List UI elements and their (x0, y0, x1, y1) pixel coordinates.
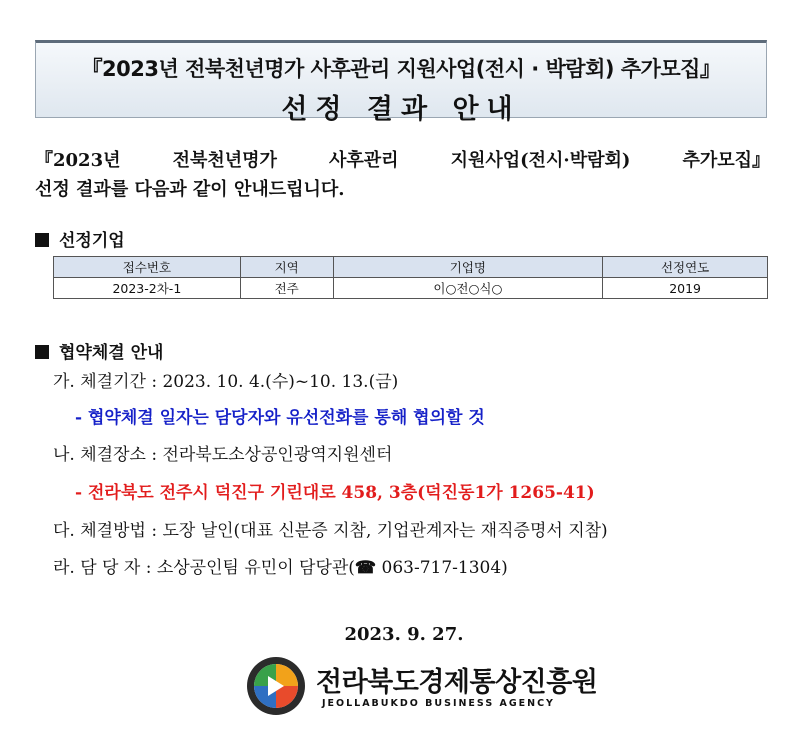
contact-prefix: 라. 담 당 자 : 소상공인팀 유민이 담당관( (53, 558, 355, 578)
agreement-period: 가. 체결기간 : 2023. 10. 4.(수)~10. 13.(금) (53, 372, 399, 392)
table-cell: 이○전○식○ (333, 278, 603, 299)
black-square-icon (35, 233, 49, 247)
intro-word: 사후관리 (328, 150, 399, 171)
intro-line-2: 선정 결과를 다음과 같이 안내드립니다. (35, 179, 345, 200)
title-line-1: 『2023년 전북천년명가 사후관리 지원사업(전시 · 박람회) 추가모집』 (81, 57, 721, 81)
intro-word: 지원사업(전시·박람회) (450, 150, 631, 171)
announcement-date: 2023. 9. 27. (344, 624, 464, 645)
table-cell: 2019 (603, 278, 768, 299)
column-header: 지역 (240, 257, 333, 278)
column-header: 접수번호 (54, 257, 241, 278)
table-cell: 전주 (240, 278, 333, 299)
title-banner (35, 40, 767, 125)
agreement-address: - 전라북도 전주시 덕진구 기린대로 458, 3층(덕진동1가 1265-41) (75, 483, 595, 503)
section-heading-selected (35, 226, 125, 251)
table-header-row (54, 257, 768, 278)
intro-word: 추가모집』 (682, 150, 770, 171)
agency-emblem-icon (246, 656, 306, 716)
agency-logo (246, 656, 598, 718)
intro-word: 전북천년명가 (172, 150, 277, 171)
contact-number: 063-717-1304) (376, 558, 508, 578)
intro-word: 『2023년 (35, 150, 121, 171)
intro-line-1 (35, 146, 770, 175)
section-heading-label: 협약체결 안내 (59, 343, 164, 363)
section-heading-label: 선정기업 (59, 231, 125, 251)
intro-paragraph (35, 146, 770, 204)
table-cell: 2023-2차-1 (54, 278, 241, 299)
section-heading-agreement (35, 338, 163, 363)
title-line-2: 선정 결과 안내 (281, 94, 521, 125)
column-header: 기업명 (333, 257, 603, 278)
column-header: 선정연도 (603, 257, 768, 278)
black-square-icon (35, 345, 49, 359)
table-row (54, 278, 768, 299)
agreement-method: 다. 체결방법 : 도장 날인(대표 신분증 지참, 기업관계자는 재직증명서 지참) (53, 521, 608, 541)
agreement-period-note: - 협약체결 일자는 담당자와 유선전화를 통해 협의할 것 (75, 408, 485, 428)
phone-icon: ☎ (354, 558, 377, 578)
selected-company-table (53, 256, 768, 299)
agency-name: 전라북도경제통상진흥원 (316, 667, 598, 698)
agreement-place: 나. 체결장소 : 전라북도소상공인광역지원센터 (53, 445, 393, 465)
agreement-contact (53, 553, 508, 578)
agency-name-en: JEOLLABUKDO BUSINESS AGENCY (322, 698, 555, 709)
